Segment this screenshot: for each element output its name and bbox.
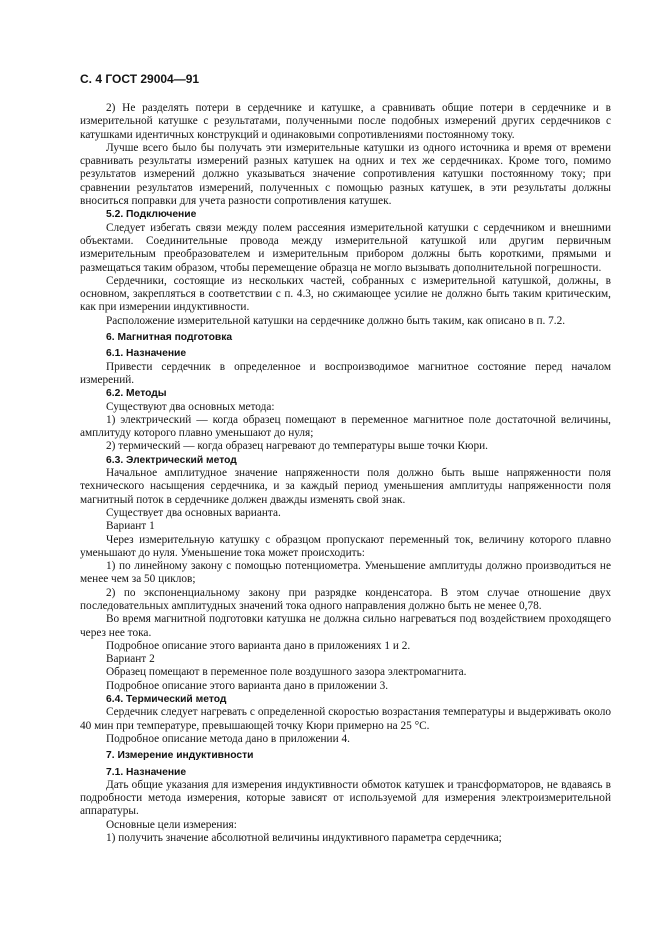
paragraph: Подробное описание метода дано в приложении 4.	[106, 732, 350, 745]
section-heading-6-2: 6.2. Методы	[106, 388, 167, 400]
paragraph: Сердечник следует нагревать с определенной скоростью возрастания температуры и выдерживать около 40 мин при температуре, превышающей точку Кюри примерно на 25 °С.	[80, 706, 611, 732]
section-heading-7: 7. Измерение индуктивности	[106, 750, 254, 762]
paragraph: Лучше всего было бы получать эти измерительные катушки из одного источника и время от времени сравнивать результаты измерений разных катушек на одних и тех же сердечниках. Кроме того, помимо результатов измерений должно указываться значение сопротивления катушки постоянному току; при сравнении результатов измерений, полученных с помощью разных катушек, в эти результаты должны вноситься поправки для учета разности сопротивления катушек.	[80, 141, 611, 208]
paragraph: 2) термический — когда образец нагревают до температуры выше точки Кюри.	[106, 440, 488, 453]
section-heading-6-1: 6.1. Назначение	[106, 348, 187, 360]
page-header: С. 4 ГОСТ 29004—91	[80, 72, 200, 86]
paragraph: Во время магнитной подготовки катушка не должна сильно нагреваться под воздействием проходящего через нее тока.	[80, 613, 611, 639]
paragraph: Основные цели измерения:	[106, 818, 237, 831]
paragraph: Привести сердечник в определенное и воспроизводимое магнитное состояние перед началом измерений.	[80, 360, 611, 386]
paragraph: Следует избегать связи между полем рассеяния измерительной катушки с сердечником и внешними объектами. Соединительные провода между измерительной катушкой или другим первичным измерительным преобразователем и измерительным прибором должны быть короткими, прямыми и размещаться таким образом, чтобы перемещение образца не могло вызывать дополнительной погрешности.	[80, 221, 611, 274]
paragraph: Начальное амплитудное значение напряженности поля должно быть выше напряженности поля технического насыщения сердечника, и за каждый период уменьшения амплитуды напряженности поля магнитный поток в сердечнике должен дважды изменять свой знак.	[80, 467, 611, 506]
section-heading-6-3: 6.3. Электрический метод	[106, 454, 237, 466]
paragraph: Сердечники, состоящие из нескольких частей, собранных с измерительной катушкой, должны, в основном, закрепляться в соответствии с п. 4.3, но сжимающее усилие не должно быть таким критическим, как при измерении индуктивности.	[80, 274, 611, 314]
section-heading-7-1: 7.1. Назначение	[106, 766, 187, 778]
paragraph: Через измерительную катушку с образцом пропускают переменный ток, величину которого плавно уменьшают до нуля. Уменьшение тока может происходить:	[80, 533, 611, 559]
paragraph: Дать общие указания для измерения индуктивности обмоток катушек и трансформаторов, не вдаваясь в подробности метода измерения, которые зависят от используемой для измерения электроизмерительной аппаратуры.	[80, 778, 611, 818]
paragraph: Образец помещают в переменное поле воздушного зазора электромагнита.	[106, 666, 467, 679]
paragraph: Вариант 2	[106, 653, 155, 666]
paragraph: 1) получить значение абсолютной величины индуктивного параметра сердечника;	[106, 832, 502, 845]
paragraph: Подробное описание этого варианта дано в приложениях 1 и 2.	[106, 639, 411, 652]
paragraph: Вариант 1	[106, 520, 155, 533]
paragraph: 2) Не разделять потери в сердечнике и катушке, а сравнивать общие потери в сердечнике и в измерительной катушке с результатами, полученными после подобных измерений других сердечников с катушками идентичных конструкций и одинаковыми сопротивлениями постоянному току.	[80, 102, 611, 141]
paragraph: Существуют два основных метода:	[106, 400, 275, 413]
paragraph: Подробное описание этого варианта дано в приложении 3.	[106, 679, 389, 692]
section-heading-6: 6. Магнитная подготовка	[106, 332, 233, 344]
paragraph: Расположение измерительной катушки на сердечнике должно быть таким, как описано в п. 7.2.	[106, 314, 566, 327]
paragraph: Существует два основных варианта.	[106, 506, 281, 519]
paragraph: 1) электрический — когда образец помещают в переменное магнитное поле достаточной величины, амплитуду которого плавно уменьшают до нуля;	[80, 413, 611, 440]
paragraph: 2) по экспоненциальному закону при разрядке конденсатора. В этом случае отношение двух последовательных амплитудных значений тока одного направления должно быть не менее 0,78.	[80, 586, 611, 612]
section-heading-6-4: 6.4. Термический метод	[106, 694, 227, 706]
section-heading-5-2: 5.2. Подключение	[106, 209, 197, 221]
paragraph: 1) по линейному закону с помощью потенциометра. Уменьшение амплитуды должно производиться не менее чем за 50 циклов;	[80, 560, 611, 586]
